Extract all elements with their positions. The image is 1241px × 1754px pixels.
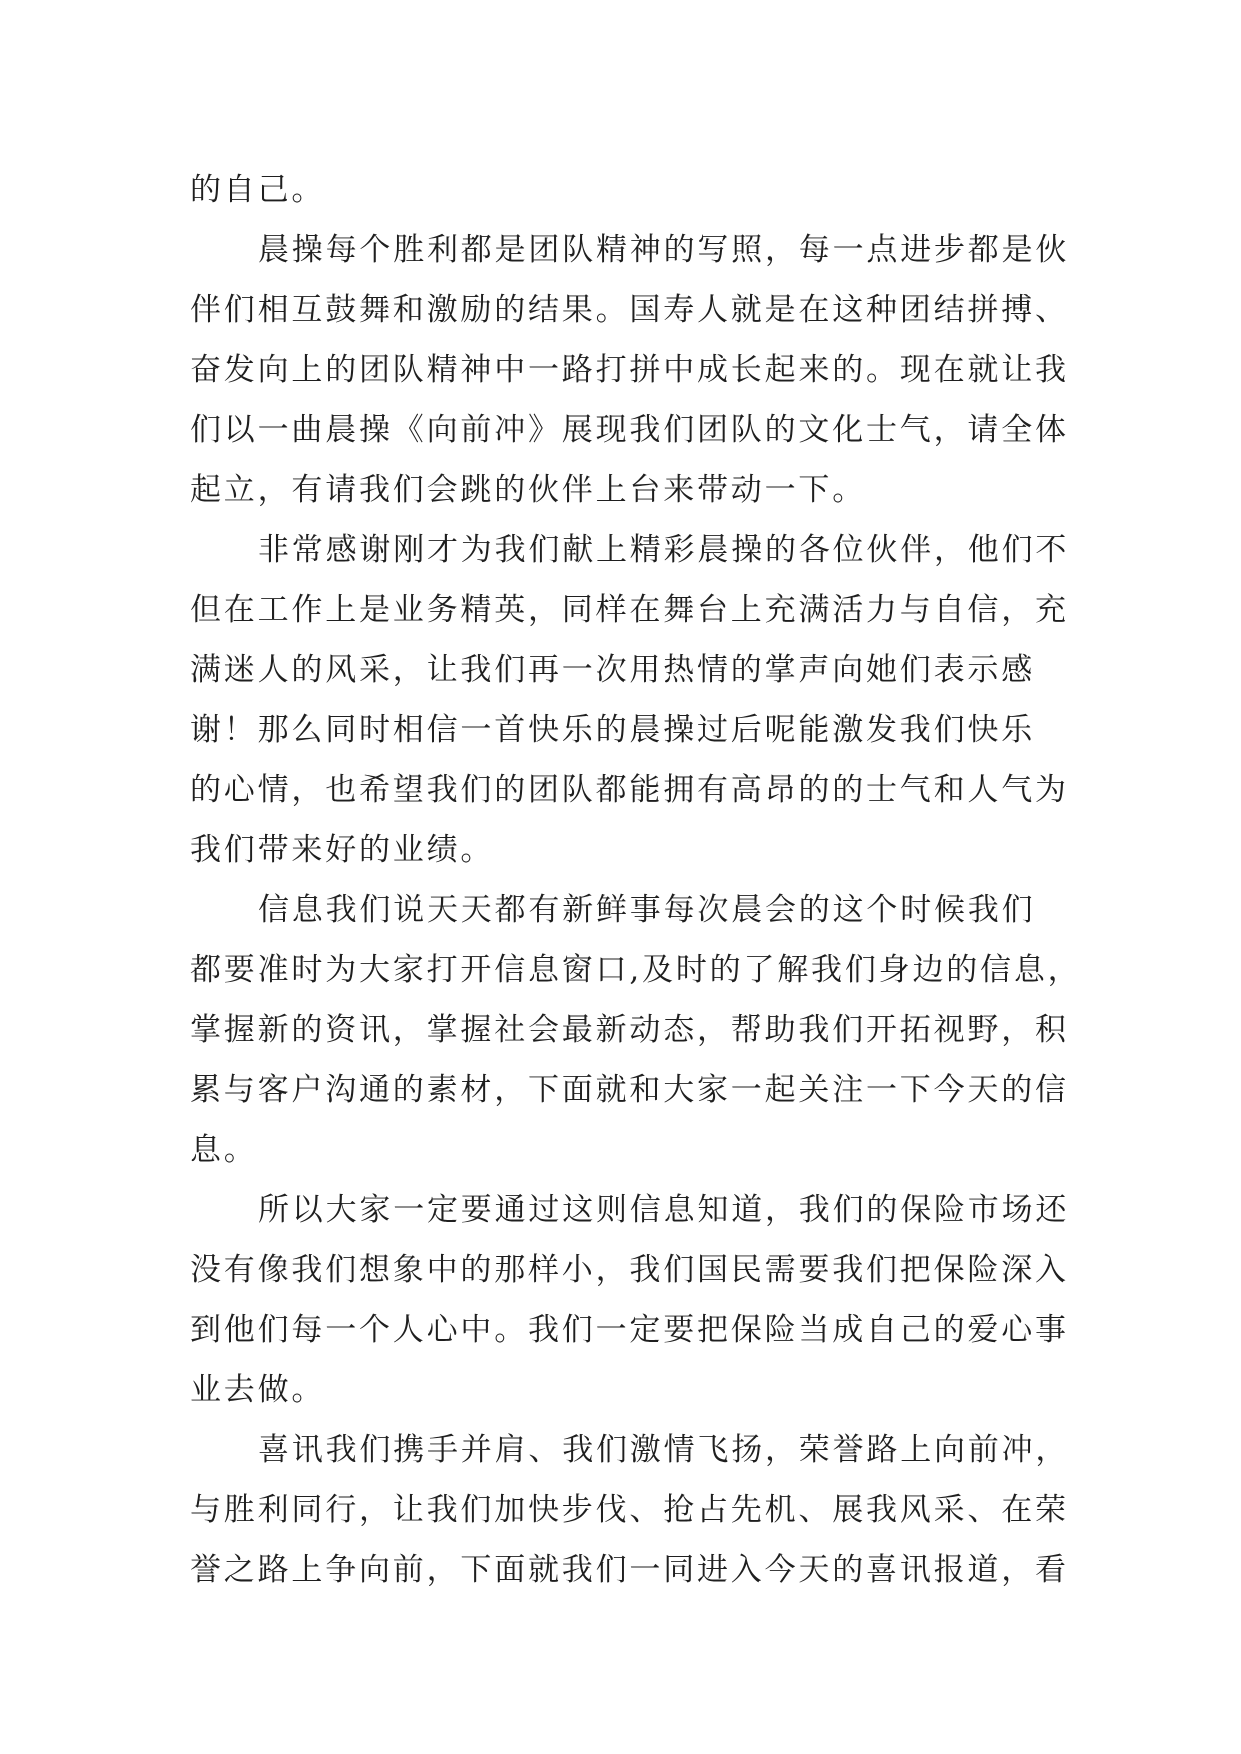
document-body: [190, 160, 1082, 1600]
text-line: 的自己。: [190, 172, 326, 208]
paragraph-first-line: 喜讯我们携手并肩、我们激情飞扬，荣誉路上向前冲，: [258, 1432, 1070, 1468]
text-line: 到他们每一个人心中。我们一定要把保险当成自己的爱心事: [190, 1312, 1069, 1348]
text-line: 息。: [190, 1132, 258, 1168]
text-line: 累与客户沟通的素材，下面就和大家一起关注一下今天的信: [190, 1072, 1069, 1108]
text-line: 都要准时为大家打开信息窗口,及时的了解我们身边的信息，: [190, 952, 1082, 988]
text-line: 谢！那么同时相信一首快乐的晨操过后呢能激发我们快乐: [190, 712, 1035, 748]
text-line: 没有像我们想象中的那样小，我们国民需要我们把保险深入: [190, 1252, 1069, 1288]
text-line: 我们带来好的业绩。: [190, 832, 495, 868]
text-line: 起立，有请我们会跳的伙伴上台来带动一下。: [190, 472, 866, 508]
text-line: 掌握新的资讯，掌握社会最新动态，帮助我们开拓视野，积: [190, 1012, 1069, 1048]
text-line: 与胜利同行，让我们加快步伐、抢占先机、展我风采、在荣: [190, 1492, 1069, 1528]
text-line: 但在工作上是业务精英，同样在舞台上充满活力与自信，充: [190, 592, 1069, 628]
paragraph-first-line: 所以大家一定要通过这则信息知道，我们的保险市场还: [258, 1192, 1070, 1228]
text-line: 奋发向上的团队精神中一路打拼中成长起来的。现在就让我: [190, 352, 1069, 388]
text-line: 的心情，也希望我们的团队都能拥有高昂的的士气和人气为: [190, 772, 1069, 808]
text-line: 业去做。: [190, 1372, 326, 1408]
text-line: 们以一曲晨操《向前冲》展现我们团队的文化士气，请全体: [190, 412, 1069, 448]
text-line: 誉之路上争向前，下面就我们一同进入今天的喜讯报道，看: [190, 1552, 1069, 1588]
paragraph-first-line: 晨操每个胜利都是团队精神的写照，每一点进步都是伙: [258, 232, 1070, 268]
paragraph-first-line: 信息我们说天天都有新鲜事每次晨会的这个时候我们: [258, 892, 1036, 928]
text-line: 伴们相互鼓舞和激励的结果。国寿人就是在这种团结拼搏、: [190, 292, 1069, 328]
paragraph-first-line: 非常感谢刚才为我们献上精彩晨操的各位伙伴，他们不: [258, 532, 1070, 568]
text-line: 满迷人的风采，让我们再一次用热情的掌声向她们表示感: [190, 652, 1035, 688]
